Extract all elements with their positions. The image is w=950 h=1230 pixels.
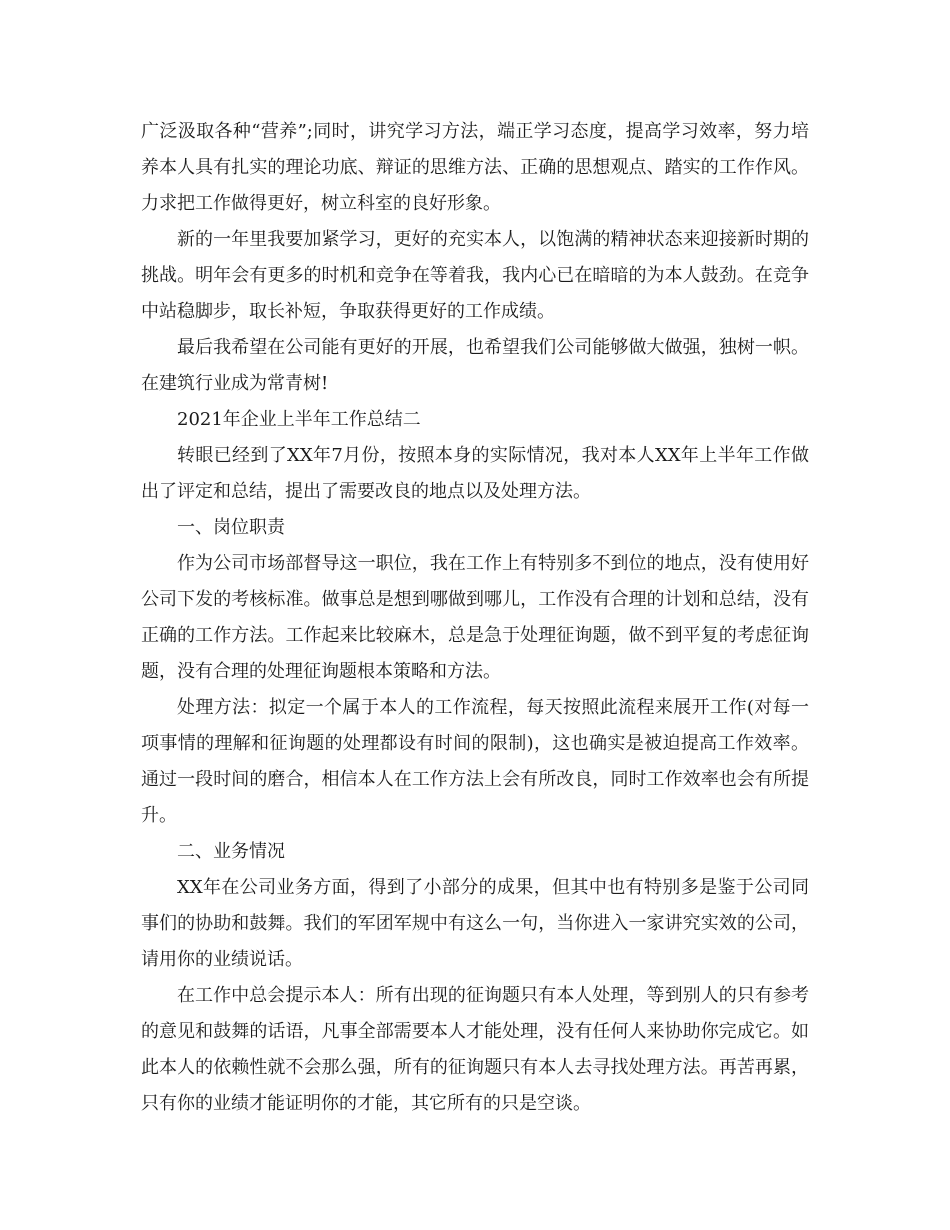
paragraph-3: 最后我希望在公司能有更好的开展，也希望我们公司能够做大做强，独树一帜。在建筑行业成为常青树!: [141, 337, 809, 394]
paragraph-11: 在工作中总会提示本人：所有出现的征询题只有本人处理，等到别人的只有参考的意见和鼓舞的话语，凡事全部需要本人才能处理，没有任何人来协助你完成它。如此本人的依赖性就不会那么强，所有的征询题只有本人去寻找处理方法。再苦再累，只有你的业绩才能证明你的才能，其它所有的只是空谈。: [141, 985, 809, 1114]
document-body: [141, 114, 809, 1122]
paragraph-10: XX年在公司业务方面，得到了小部分的成果，但其中也有特别多是鉴于公司同事们的协助和鼓舞。我们的军团军规中有这么一句，当你进入一家讲究实效的公司，请用你的业绩说话。: [141, 877, 809, 970]
paragraph-1: 广泛汲取各种“营养”;同时，讲究学习方法，端正学习态度，提高学习效率，努力培养本人具有扎实的理论功底、辩证的思维方法、正确的思想观点、踏实的工作作风。力求把工作做得更好，树立科室的良好形象。: [141, 121, 809, 214]
heading-business-status: 二、业务情况: [177, 841, 285, 862]
paragraph-8: 处理方法：拟定一个属于本人的工作流程，每天按照此流程来展开工作(对每一项事情的理解和征询题的处理都设有时间的限制)，这也确实是被迫提高工作效率。通过一段时间的磨合，相信本人在工作方法上会有所改良，同时工作效率也会有所提升。: [141, 697, 809, 826]
paragraph-5: 转眼已经到了XX年7月份，按照本身的实际情况，我对本人XX年上半年工作做出了评定和总结，提出了需要改良的地点以及处理方法。: [141, 445, 809, 502]
paragraph-2: 新的一年里我要加紧学习，更好的充实本人，以饱满的精神状态来迎接新时期的挑战。明年会有更多的时机和竞争在等着我，我内心已在暗暗的为本人鼓劲。在竞争中站稳脚步，取长补短，争取获得更好的工作成绩。: [141, 229, 809, 322]
paragraph-7: 作为公司市场部督导这一职位，我在工作上有特别多不到位的地点，没有使用好公司下发的考核标准。做事总是想到哪做到哪儿，工作没有合理的计划和总结，没有正确的工作方法。工作起来比较麻木，总是急于处理征询题，做不到平复的考虑征询题，没有合理的处理征询题根本策略和方法。: [141, 553, 809, 682]
section-title: 2021年企业上半年工作总结二: [177, 409, 421, 430]
heading-job-duties: 一、岗位职责: [177, 517, 285, 538]
